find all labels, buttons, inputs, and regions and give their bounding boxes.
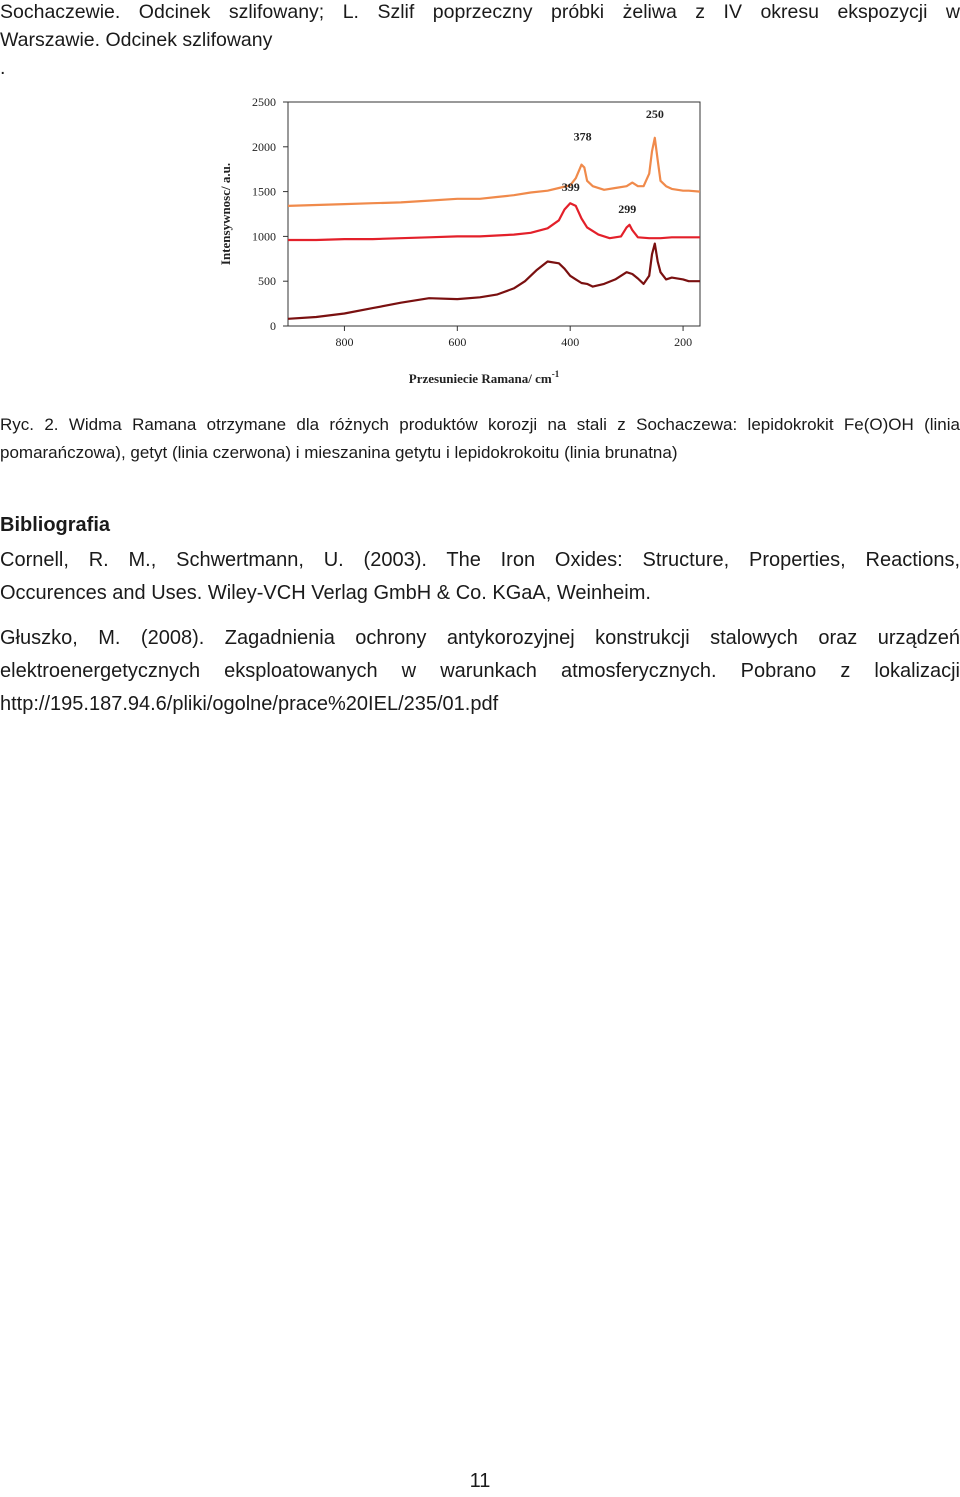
intro-line-1: Sochaczewie. Odcinek szlifowany; L. Szlif poprzeczny próbki żeliwa z IV okresu ekspozycji w bbox=[0, 1, 960, 23]
caption-line-1: Ryc. 2. Widma Ramana otrzymane dla różnych produktów korozji na stali z Sochaczewa: lepidokrokit Fe(O)OH (linia bbox=[0, 415, 960, 434]
y-tick-label: 1000 bbox=[252, 229, 276, 244]
x-tick-label: 800 bbox=[335, 335, 354, 349]
raman-spectra-chart bbox=[200, 88, 720, 393]
chart-labels bbox=[218, 107, 664, 386]
peak-label: 299 bbox=[618, 201, 637, 216]
x-axis-label-exponent: -1 bbox=[551, 369, 560, 379]
series-line-mieszanina bbox=[288, 244, 700, 319]
reference-line: Occurences and Uses. Wiley-VCH Verlag GmbH & Co. KGaA, Weinheim. bbox=[0, 582, 651, 604]
page-number: 11 bbox=[469, 1470, 491, 1492]
y-tick-label: 0 bbox=[270, 319, 276, 333]
caption-line-2: pomarańczowa), getyt (linia czerwona) i mieszanina getytu i lepidokrokoitu (linia brunatna) bbox=[0, 443, 678, 462]
reference-gluszko bbox=[0, 622, 960, 721]
x-axis-label: Przesuniecie Ramana/ $cm^{-1}$ bbox=[408, 369, 560, 386]
reference-url[interactable]: http://195.187.94.6/pliki/ogolne/prace%20IEL/235/01.pdf bbox=[0, 693, 499, 715]
reference-line: Głuszko, M. (2008). Zagadnienia ochrony antykorozyjnej konstrukcji stalowych oraz urządzeń bbox=[0, 627, 960, 649]
reference-cornell bbox=[0, 544, 960, 610]
intro-line-3: . bbox=[0, 57, 6, 79]
plot-frame bbox=[288, 102, 700, 326]
peak-label: 399 bbox=[561, 180, 580, 195]
x-tick-label: 400 bbox=[561, 335, 580, 349]
series-line-lepidokrokit bbox=[288, 138, 700, 206]
intro-text bbox=[0, 0, 960, 82]
peak-label: 250 bbox=[645, 106, 664, 121]
series-line-getyt bbox=[288, 203, 700, 240]
reference-line: elektroenergetycznych eksploatowanych w warunkach atmosferycznych. Pobrano z lokalizacji bbox=[0, 660, 960, 682]
chart-axes bbox=[252, 95, 700, 349]
x-tick-label: 200 bbox=[674, 335, 693, 349]
y-axis-label: Intensywnosc/ a.u. bbox=[218, 162, 233, 266]
x-tick-label: 600 bbox=[448, 335, 467, 349]
intro-line-2: Warszawie. Odcinek szlifowany bbox=[0, 29, 273, 51]
y-tick-label: 1500 bbox=[252, 184, 276, 199]
figure-caption bbox=[0, 411, 960, 467]
y-tick-label: 500 bbox=[258, 274, 276, 289]
y-tick-label: 2000 bbox=[252, 139, 276, 154]
chart-plot-area bbox=[288, 138, 700, 319]
y-tick-label: 2500 bbox=[252, 95, 276, 109]
peak-label: 378 bbox=[573, 129, 592, 144]
reference-line: Cornell, R. M., Schwertmann, U. (2003). The Iron Oxides: Structure, Properties, Reactions, bbox=[0, 549, 960, 571]
bibliography-heading: Bibliografia bbox=[0, 514, 111, 536]
